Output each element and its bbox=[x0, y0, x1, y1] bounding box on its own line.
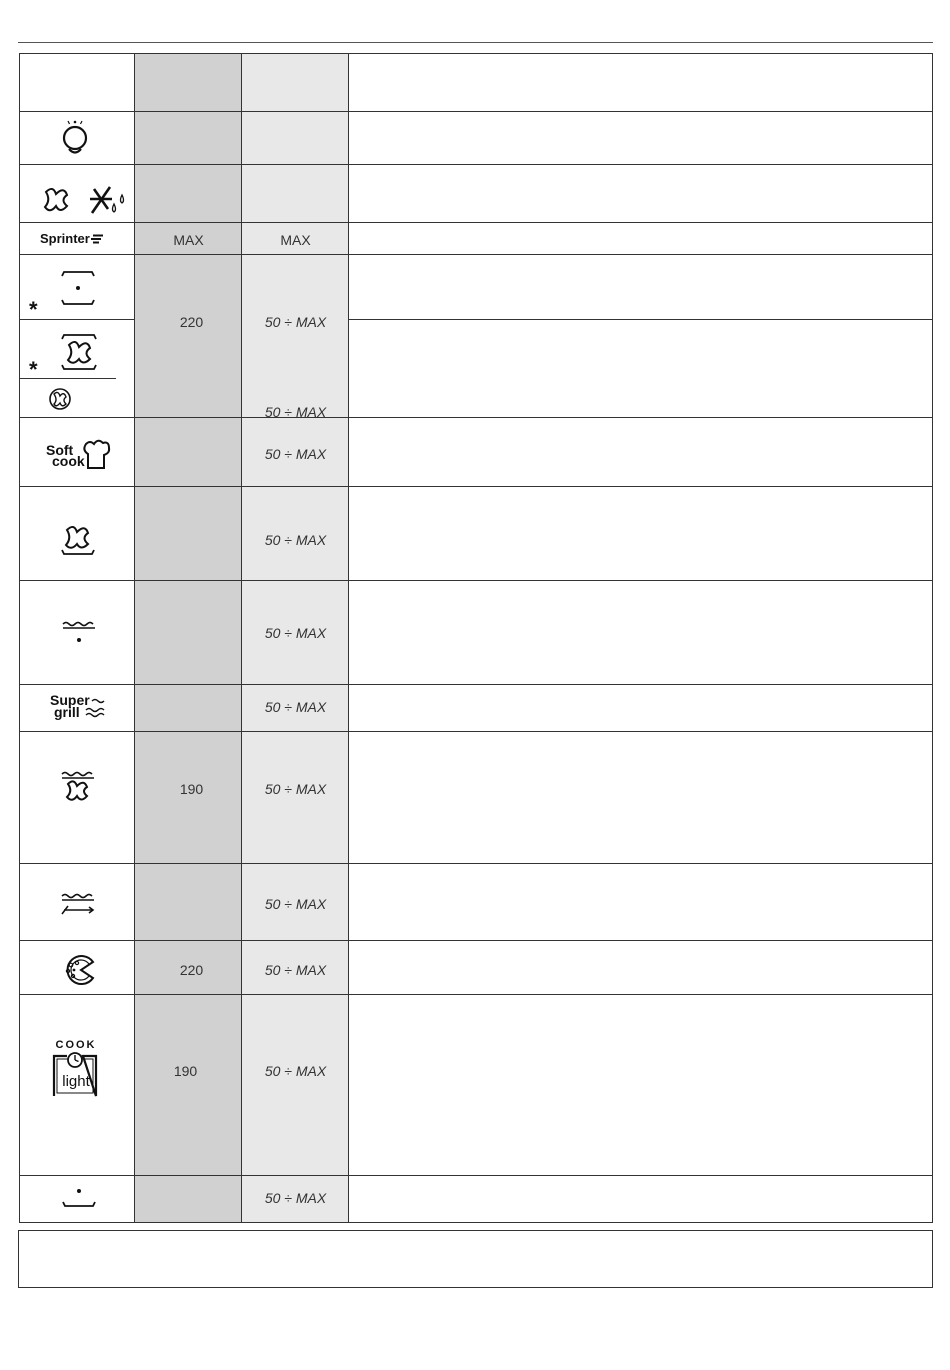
fan-grill-icon bbox=[60, 770, 96, 806]
top-rule bbox=[18, 42, 933, 43]
col-divider bbox=[134, 53, 135, 1223]
row-divider bbox=[19, 486, 933, 487]
cook-label: cook bbox=[52, 453, 85, 469]
row-divider bbox=[19, 731, 933, 732]
sprinter-label: Sprinter bbox=[40, 231, 90, 246]
row-divider bbox=[348, 319, 933, 320]
fan-ring-temp-range: 50 ÷ MAX bbox=[264, 404, 327, 420]
grill-temp-range: 50 ÷ MAX bbox=[264, 625, 327, 641]
sprinter-default-temp: MAX bbox=[173, 232, 204, 248]
soft-cook-temp-range: 50 ÷ MAX bbox=[264, 446, 327, 462]
note-box bbox=[18, 1230, 933, 1288]
row-divider bbox=[19, 940, 933, 941]
row-divider bbox=[19, 994, 933, 995]
super-label: Super bbox=[50, 692, 90, 708]
function-table bbox=[19, 53, 933, 1223]
bottom-heat-temp-range: 50 ÷ MAX bbox=[264, 1190, 327, 1206]
grill-small-icon bbox=[61, 620, 97, 646]
light-label: light bbox=[62, 1073, 90, 1090]
fan-grill-temp-range: 50 ÷ MAX bbox=[264, 781, 327, 797]
fan-defrost-icon bbox=[40, 183, 128, 217]
row-divider bbox=[19, 417, 933, 418]
pizza-temp-range: 50 ÷ MAX bbox=[264, 962, 327, 978]
super-grill-temp-range: 50 ÷ MAX bbox=[264, 699, 327, 715]
fan-grill-default-temp: 190 bbox=[179, 781, 204, 797]
soft-label: Soft bbox=[46, 442, 74, 458]
row-divider bbox=[19, 580, 933, 581]
cook-light-temp-range: 50 ÷ MAX bbox=[264, 1063, 327, 1079]
fan-ring-icon bbox=[48, 386, 72, 412]
soft-cook-icon bbox=[46, 438, 112, 472]
row-divider bbox=[19, 1175, 933, 1176]
fan-top-bottom-heat-icon bbox=[60, 333, 98, 371]
row-divider bbox=[19, 254, 933, 255]
oven-lamp-icon bbox=[58, 118, 92, 160]
bottom-heat-icon bbox=[61, 1186, 97, 1212]
rotisserie-grill-icon bbox=[60, 892, 98, 920]
cook-light-default-temp: 190 bbox=[173, 1063, 198, 1079]
asterisk-marker: * bbox=[29, 297, 38, 322]
super-grill-icon bbox=[48, 692, 110, 722]
static-default-temp: 220 bbox=[179, 314, 204, 330]
sprinter-temp-range: MAX bbox=[280, 232, 311, 248]
grill-label: grill bbox=[54, 704, 80, 720]
fan-bottom-temp-range: 50 ÷ MAX bbox=[264, 532, 327, 548]
fan-bottom-heat-icon bbox=[60, 524, 96, 558]
row-divider bbox=[19, 863, 933, 864]
pizza-default-temp: 220 bbox=[179, 962, 204, 978]
rotisserie-temp-range: 50 ÷ MAX bbox=[264, 896, 327, 912]
static-temp-range: 50 ÷ MAX bbox=[264, 314, 327, 330]
cook-light-icon bbox=[50, 1040, 102, 1098]
cook-label: COOK bbox=[55, 1039, 97, 1051]
row-divider bbox=[19, 111, 933, 112]
asterisk-marker: * bbox=[29, 357, 38, 382]
row-divider bbox=[19, 164, 933, 165]
row-divider bbox=[19, 684, 933, 685]
sprinter-icon bbox=[40, 231, 103, 247]
row-divider bbox=[19, 222, 933, 223]
pizza-icon bbox=[59, 954, 97, 986]
top-bottom-heat-icon bbox=[60, 268, 96, 308]
